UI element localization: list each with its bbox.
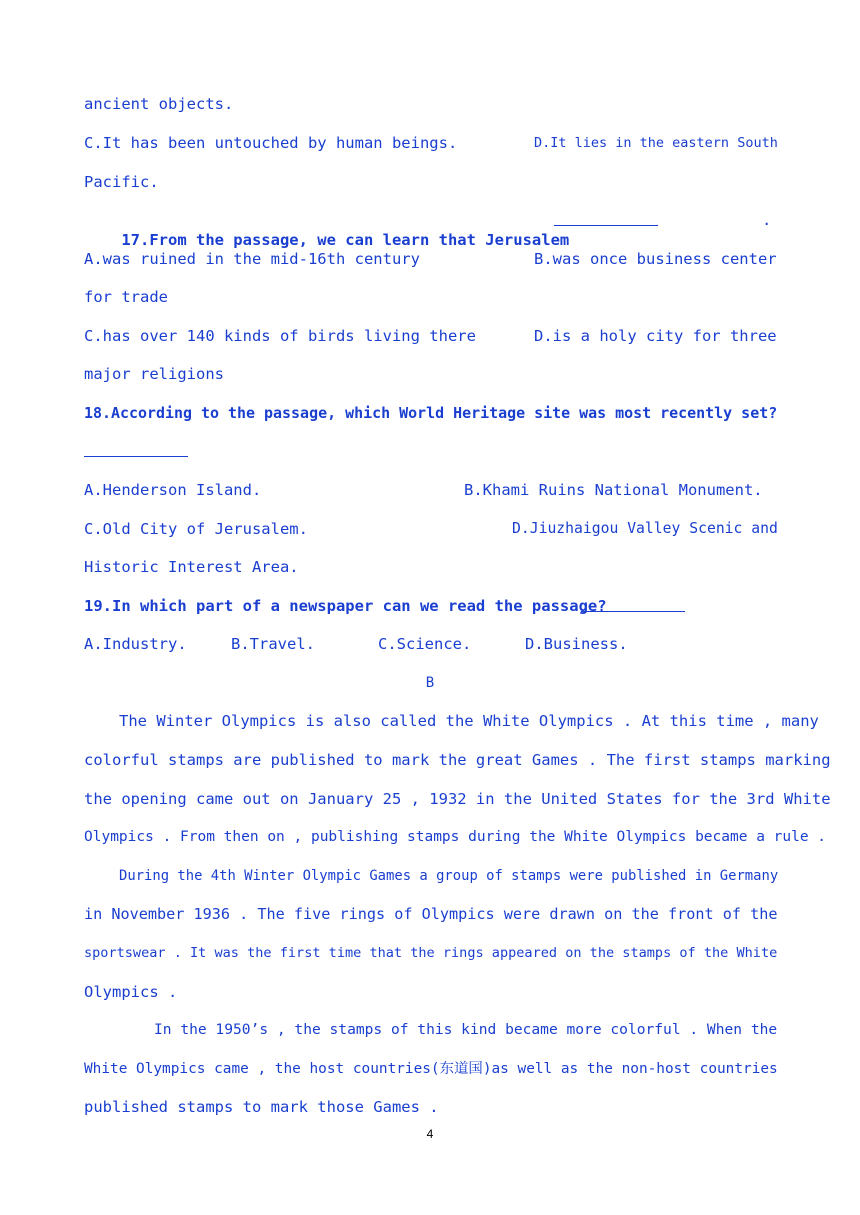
- question-18: 18.According to the passage, which World Heritage site was most recently set?: [84, 404, 778, 422]
- text-line: for trade: [84, 288, 168, 306]
- paragraph-text: The Winter Olympics is also called the White Olympics . At this time , many: [119, 712, 819, 730]
- paragraph-1-line: the opening came out on January 25 , 1932 in the United States for the 3rd White: [84, 790, 831, 808]
- option-17a: A.was ruined in the mid-16th century: [84, 250, 420, 268]
- paragraph-3-line: White Olympics came , the host countries(东道国)as well as the non-host countries: [84, 1061, 778, 1077]
- option-19b: B.Travel.: [231, 635, 315, 653]
- option-19a: A.Industry.: [84, 635, 187, 653]
- section-heading: B: [425, 675, 435, 691]
- paragraph-2-line: Olympics .: [84, 983, 178, 1001]
- question-19: 19.In which part of a newspaper can we read the passage?: [84, 597, 607, 615]
- option-18b: B.Khami Ruins National Monument.: [464, 481, 763, 499]
- option-18d: D.Jiuzhaigou Valley Scenic and: [512, 520, 778, 537]
- option-17d: D.is a holy city for three: [534, 327, 777, 345]
- option-16c: C.It has been untouched by human beings.: [84, 134, 458, 152]
- option-18c: C.Old City of Jerusalem.: [84, 520, 308, 538]
- paragraph-3-line: In the 1950’s , the stamps of this kind became more colorful . When the: [154, 1021, 778, 1038]
- question-17-text: 17.From the passage, we can learn that Jerusalem: [121, 231, 570, 249]
- option-17c: C.has over 140 kinds of birds living there: [84, 327, 476, 345]
- page-number: 4: [426, 1127, 434, 1141]
- answer-blank-18: [84, 441, 188, 462]
- text-line: major religions: [84, 365, 224, 383]
- option-16d: D.It lies in the eastern South: [534, 135, 778, 151]
- text-line: Historic Interest Area.: [84, 558, 299, 576]
- paragraph-1-line: [119, 711, 819, 731]
- option-18a: A.Henderson Island.: [84, 481, 262, 499]
- answer-blank-17: [554, 210, 658, 231]
- paragraph-1-line: colorful stamps are published to mark the great Games . The first stamps marking: [84, 751, 831, 769]
- text-line: ancient objects.: [84, 95, 234, 113]
- option-19c: C.Science.: [378, 635, 472, 653]
- option-19d: D.Business.: [525, 635, 628, 653]
- answer-blank-19: [581, 596, 685, 617]
- paragraph-2-line: in November 1936 . The five rings of Olympics were drawn on the front of the: [84, 905, 778, 923]
- paragraph-1-line: Olympics . From then on , publishing stamps during the White Olympics became a rule .: [84, 829, 827, 845]
- paragraph-3-line: published stamps to mark those Games .: [84, 1098, 439, 1116]
- paragraph-2-line: sportswear . It was the first time that the rings appeared on the stamps of the White: [84, 945, 778, 961]
- option-17b: B.was once business center: [534, 250, 777, 268]
- question-17-end: .: [762, 211, 772, 229]
- paragraph-2-line: During the 4th Winter Olympic Games a group of stamps were published in Germany: [119, 868, 779, 884]
- text-line: Pacific.: [84, 173, 159, 191]
